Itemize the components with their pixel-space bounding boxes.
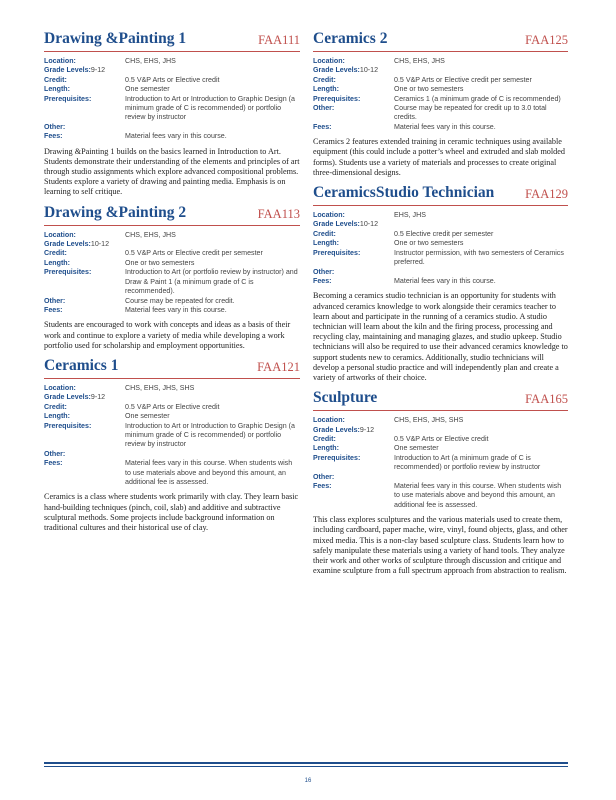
location-value: CHS, EHS, JHS, SHS [394,416,464,425]
course-info [313,57,568,132]
credit-value: 0.5 V&P Arts or Elective credit [125,75,220,84]
location-label: Location: [313,211,345,220]
length-value: One or two semesters [125,258,195,267]
description-text: Ceramics 2 features extended training in ceramic techniques using available equipment (this could include a potter’s wheel and extruded and slab molded forms). Students use a variety of materials and processes to create original three-dimensional designs. [313,137,566,177]
course-title: Sculpture [313,389,378,407]
location-value: CHS, EHS, JHS [125,57,176,65]
course-sculpture [313,389,568,576]
credit-label: Credit: [44,402,67,411]
course-title: Ceramics 2 [313,30,388,47]
credit-label: Credit: [313,75,336,84]
other-value [125,123,300,132]
course-drawing-painting-2 [44,204,300,351]
course-header [313,30,568,52]
other-value: Course may be repeated for credit. [125,296,235,305]
footer-rule [44,762,568,764]
other-label: Other: [44,296,66,305]
grade-levels-value: 10-12 [359,220,379,229]
other-value [394,268,568,277]
page-number: 16 [304,778,312,784]
course-title: Ceramics 1 [44,356,119,374]
course-header [313,184,568,206]
course-header [44,357,300,379]
fees-value: Material fees vary in this course. [394,276,496,285]
grade-levels-label: Grade Levels: [44,66,91,75]
length-value: One semester [125,85,170,94]
course-info [313,416,568,510]
length-label: Length: [44,258,71,267]
location-label: Location: [313,416,345,425]
fees-value: Material fees vary in this course. [125,132,227,141]
fees-label: Fees: [44,132,63,141]
fees-label: Fees: [44,459,63,468]
course-code: FAA129 [525,187,568,202]
prerequisites-label: Prerequisites: [44,94,92,103]
fees-label: Fees: [44,305,63,314]
credit-value: 0.5 V&P Arts or Elective credit per semester [125,249,263,258]
grade-levels-label: Grade Levels: [313,220,360,229]
other-label: Other: [44,449,66,458]
course-info [313,211,568,286]
prerequisites-label: Prerequisites: [44,268,92,277]
prerequisites-label: Prerequisites: [313,453,361,462]
credit-label: Credit: [44,249,67,258]
course-header [44,204,300,226]
footer-rule-thin [44,766,568,767]
prerequisites-value: Introduction to Art or Introduction to Graphic Design (a minimum grade of C is recommended) or portfolio review by instructor [125,94,295,122]
description-text: Becoming a ceramics studio technician is an opportunity for students with advanced ceramics knowledge to work alongside their ceramics teacher to learn about and participate in the running of a ceramics studio. A studio technician will learn about the kiln and the firing process, processing and recycling clay, maintaining and managing glazes, and studio upkeep. Studio technicians will also be required to use their advanced ceramics knowledge to support students new to ceramics. Additionally, studio technicians will develop a personal studio practice and will independently plan and create a variety of artworks of their choice. [313,291,568,382]
length-value: One or two semesters [394,85,464,94]
credit-value: 0.5 V&P Arts or Elective credit per semester [394,75,532,84]
grade-levels-value: 10-12 [359,66,379,75]
credit-label: Credit: [44,75,67,84]
prerequisites-value: Instructor permission, with two semesters of Ceramics preferred. [394,248,564,267]
fees-value: Material fees vary in this course. When students wish to use materials above and beyond this amount, an additional fee is assessed. [125,459,293,486]
course-description [313,291,568,383]
prerequisites-value: Introduction to Art (or portfolio review by instructor) and Draw & Paint 1 (a minimum grade of C is recommended). [125,268,298,296]
prerequisites-value: Introduction to Art (a minimum grade of C is recommended) or portfolio review by instructor [394,453,541,472]
credit-label: Credit: [313,434,336,443]
fees-value: Material fees vary in this course. When students wish to use materials above and beyond this amount, an additional fee is assessed. [394,481,562,509]
right-column [313,30,568,582]
credit-value: 0.5 V&P Arts or Elective credit [394,434,489,443]
length-label: Length: [44,412,71,421]
length-label: Length: [44,85,71,94]
description-text: This class explores sculptures and the various materials used to create them, including cardboard, paper mache, wire, vinyl, found objects, glass, and other mixed media. This is a non-clay based sculpture class. Students learn how to safely manipulate these materials using a variety of hand tools. They analyze their work and other works of sculpture through discussion and critique and examine sculpture from a full spectrum approach from abstraction to realism. [313,515,568,576]
length-value: One semester [125,412,170,421]
fees-value: Material fees vary in this course. [125,305,227,314]
fees-value: Material fees vary in this course. [394,122,496,131]
course-header [44,30,300,52]
prerequisites-label: Prerequisites: [313,248,361,257]
length-label: Length: [313,85,340,94]
grade-levels-value: 9-12 [359,425,375,434]
credit-label: Credit: [313,229,336,238]
grade-levels-value: 10-12 [90,240,110,249]
left-column [44,30,300,539]
description-text: Students are encouraged to work with concepts and ideas as a basis of their work and continue to explore a variety of media while developing a work portfolio used for scholarship and employment opportunities. [44,320,291,350]
other-label: Other: [313,472,335,481]
course-description [44,147,300,198]
fees-label: Fees: [313,122,332,131]
length-label: Length: [313,444,340,453]
course-code: FAA113 [257,206,300,221]
length-label: Length: [313,239,340,248]
course-info [44,57,300,142]
grade-levels-label: Grade Levels: [44,393,91,402]
other-value [125,450,300,459]
prerequisites-label: Prerequisites: [313,94,361,103]
course-code: FAA125 [525,33,568,47]
grade-levels-value: 9-12 [90,66,106,75]
other-value [394,473,568,482]
fees-label: Fees: [313,276,332,285]
course-code: FAA165 [525,392,568,407]
other-label: Other: [313,104,335,113]
location-value: CHS, EHS, JHS, SHS [125,383,195,392]
course-title: Drawing &Painting 1 [44,30,187,47]
course-ceramics-studio-technician [313,184,568,383]
credit-value: 0.5 Elective credit per semester [394,229,494,238]
course-description [44,492,300,533]
course-info [44,384,300,487]
credit-value: 0.5 V&P Arts or Elective credit [125,402,220,411]
fees-label: Fees: [313,481,332,490]
course-code: FAA111 [258,33,300,47]
length-value: One semester [394,444,439,453]
other-label: Other: [313,267,335,276]
course-info [44,231,300,316]
course-ceramics-2 [313,30,568,178]
course-header [313,389,568,411]
other-label: Other: [44,122,66,131]
location-label: Location: [44,383,76,392]
description-text: Ceramics is a class where students work primarily with clay. They learn basic hand-building techniques (pinch, coil, slab) and additive and subtractive sculptural methods. Some projects include background information on traditional cultures and their historical use of clay. [44,492,299,533]
other-value: Course may be repeated for credit up to 3.0 total credits. [394,104,547,122]
description-text: Drawing &Painting 1 builds on the basics learned in Introduction to Art. Students demonstrate their understanding of the elements and principles of art through studio assignments which explore advanced compositional problems. Students explore a variety of drawing and painting media. Emphasis is on learning to self critique. [44,146,300,197]
location-value: EHS, JHS [394,211,426,220]
prerequisites-value: Ceramics 1 (a minimum grade of C is recommended) [394,94,561,103]
grade-levels-label: Grade Levels: [313,66,360,75]
course-description [313,515,568,576]
course-drawing-painting-1 [44,30,300,198]
location-label: Location: [44,230,76,239]
course-title: Drawing &Painting 2 [44,203,187,221]
course-description [44,320,300,351]
grade-levels-value: 9-12 [90,393,106,402]
course-code: FAA121 [257,359,300,374]
length-value: One or two semesters [394,239,464,248]
location-label: Location: [44,57,76,65]
prerequisites-value: Introduction to Art or Introduction to Graphic Design (a minimum grade of C is recommended) or portfolio review by instructor [125,421,295,449]
location-value: CHS, EHS, JHS [394,57,445,65]
location-label: Location: [313,57,345,65]
grade-levels-label: Grade Levels: [44,240,91,249]
location-value: CHS, EHS, JHS [125,230,176,239]
grade-levels-label: Grade Levels: [313,425,360,434]
course-description [313,137,568,178]
prerequisites-label: Prerequisites: [44,421,92,430]
course-title: CeramicsStudio Technician [313,184,495,202]
course-ceramics-1 [44,357,300,533]
